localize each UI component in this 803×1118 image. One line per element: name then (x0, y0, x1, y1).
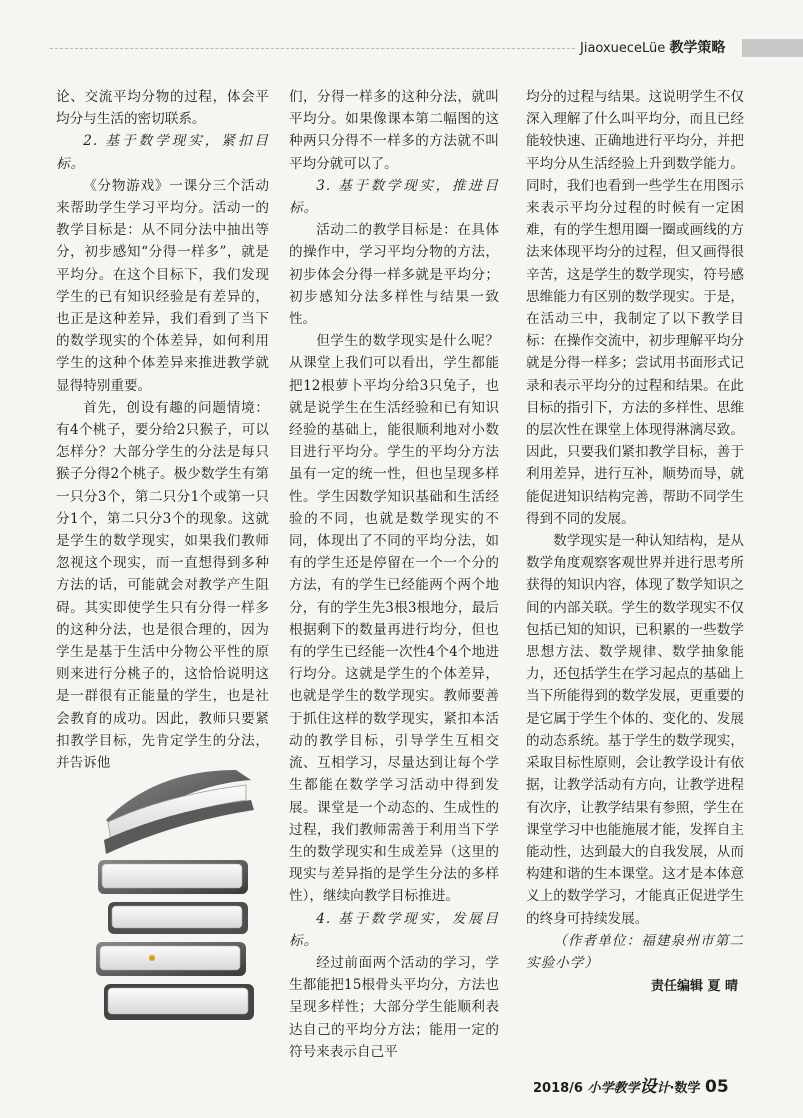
issue-date: 2018/6 (533, 1081, 583, 1096)
paragraph: 但学生的数学现实是什么呢？从课堂上我们可以看出，学生都能把12根萝卜平均分给3只兔子，也就是说学生在生活经验和已有知识经验的基础上，能很顺利地对小数目进行平均分。学生的平均分方法虽有一定的统一性，但也呈现多样性。学生因数学知识基础和生活经验的不同，也就是数学现实的不同，体现出了不同的平均分法，如有的学生还是停留在一个一个分的方法，有的学生已经能两个两个地分，有的学生先3根3根地分，最后根据剩下的数量再进行均分，但也有的学生已经能一次性4个4个地进行均分。这就是学生的个体差异，也就是学生的数学现实。教师要善于抓住这样的数学现实，紧扣本活动的教学目标，引导学生互相交流、互相学习，尽量达到让每个学生都能在数学学习活动中得到发展。课堂是一个动态的、生成性的过程，我们教师需善于利用当下学生的数学现实和生成差异（这里的现实与差异指的是学生分法的多样性），继续向教学目标推进。 (289, 333, 499, 905)
header-latin: JiaoxueceLüe (580, 41, 666, 56)
section-heading: 4. 基于数学现实，发展目标。 (289, 910, 499, 949)
page-footer (533, 1072, 729, 1097)
responsible-editor: 责任编辑 夏 晴 (650, 979, 738, 995)
header-grey-bar (742, 39, 803, 57)
header-dashed-rule (50, 48, 575, 49)
magazine-section: ·数学 (669, 1081, 701, 1096)
column-3 (526, 86, 744, 998)
author-affiliation: （作者单位：福建泉州市第二实验小学） (526, 932, 744, 971)
paragraph: 活动二的教学目标是：在具体的操作中，学习平均分物的方法，初步体会分得一样多就是平均分；初步感知分法多样性与结果一致性。 (289, 222, 499, 328)
paragraph: 论、交流平均分物的过程，体会平均分与生活的密切联系。 (56, 89, 269, 128)
magazine-name-c: 计 (656, 1081, 670, 1096)
magazine-name-b: 设 (639, 1077, 657, 1097)
paragraph: 经过前面两个活动的学习，学生都能把15根骨头平均分，方法也呈现多样性；大部分学生能顺利表达自己的平均分方法；能用一定的符号来表示自己平 (289, 954, 499, 1060)
paragraph: 首先，创设有趣的问题情境：有4个桃子，要分给2只猴子，可以怎样分？大部分学生的分法是每只猴子分得2个桃子。极少数学生有第一只分3个，第二只分1个或第一只分1个，第二只分3个的现象。这就是学生的数学现实，如果我们教师忽视这个现实，而一直想得到多种方法的话，可能就会对教学产生阻碍。其实即使学生只有分得一样多的这种分法，也是很合理的，因为学生是基于生活中分物公平性的原则来进行分桃子的，这恰恰说明这是一群很有正能量的学生，也是社会教育的成功。因此，教师只要紧扣教学目标，先肯定学生的分法，并告诉他 (56, 399, 269, 772)
running-header (580, 37, 725, 59)
section-heading: 2. 基于数学现实，紧扣目标。 (56, 133, 269, 172)
paragraph: 们，分得一样多的这种分法，就叫平均分。如果像课本第二幅图的这种两只分得不一样多的方法就不叫平均分就可以了。 (289, 89, 499, 172)
column-1 (56, 86, 269, 774)
column-2 (289, 86, 499, 1063)
header-section-title: 教学策略 (669, 40, 726, 56)
magazine-name-a: 小学教学 (587, 1081, 640, 1096)
page-number: 05 (705, 1077, 729, 1097)
paragraph: 均分的过程与结果。这说明学生不仅深入理解了什么叫平均分，而且已经能较快速、正确地进行平均分，并把平均分从生活经验上升到数学能力。同时，我们也看到一些学生在用图示来表示平均分过程的时候有一定困难，有的学生想用圈一圈或画线的方法来体现平均分的过程，但又画得很辛苦，这是学生的数学现实，符号感思维能力有区别的数学现实。于是，在活动三中，我制定了以下教学目标：在操作交流中，初步理解平均分就是分得一样多；尝试用书面形式记录和表示平均分的过程和结果。在此目标的指引下，方法的多样性、思维的层次性在课堂上体现得淋漓尽致。因此，只要我们紧扣教学目标，善于利用差异，进行互补，顺势而导，就能促进知识结构完善，帮助不同学生得到不同的发展。 (526, 89, 744, 527)
paragraph: 《分物游戏》一课分三个活动来帮助学生学习平均分。活动一的教学目标是：从不同分法中抽出等分，初步感知“分得一样多”，就是平均分。在这个目标下，我们发现学生的已有知识经验是有差异的，也正是这种差异，我们看到了当下的数学现实的个体差异，如何利用学生的这种个体差异来推进教学就显得特别重要。 (56, 177, 269, 394)
paragraph: 数学现实是一种认知结构，是从数学角度观察客观世界并进行思考所获得的知识内容，体现了数学知识之间的内部关联。学生的数学现实不仅包括已知的知识，已积累的一些数学思想方法、数学规律、数学抽象能力，还包括学生在学习起点的基础上当下所能得到的数学发展，更重要的是它属于学生个体的、变化的、发展的动态系统。基于学生的数学现实，采取目标性原则，会让教学设计有依据，让教学活动有方向，让教学进程有次序，让教学结果有参照，学生在课堂学习中也能施展才能，发挥自主能动性，达到最大的自我发展，从而构建和谐的生本课堂。这才是本体意义上的数学学习，才能真正促进学生的终身可持续发展。 (526, 533, 744, 927)
stacked-books-illustration (86, 750, 261, 1040)
section-heading: 3. 基于数学现实，推进目标。 (289, 177, 499, 217)
